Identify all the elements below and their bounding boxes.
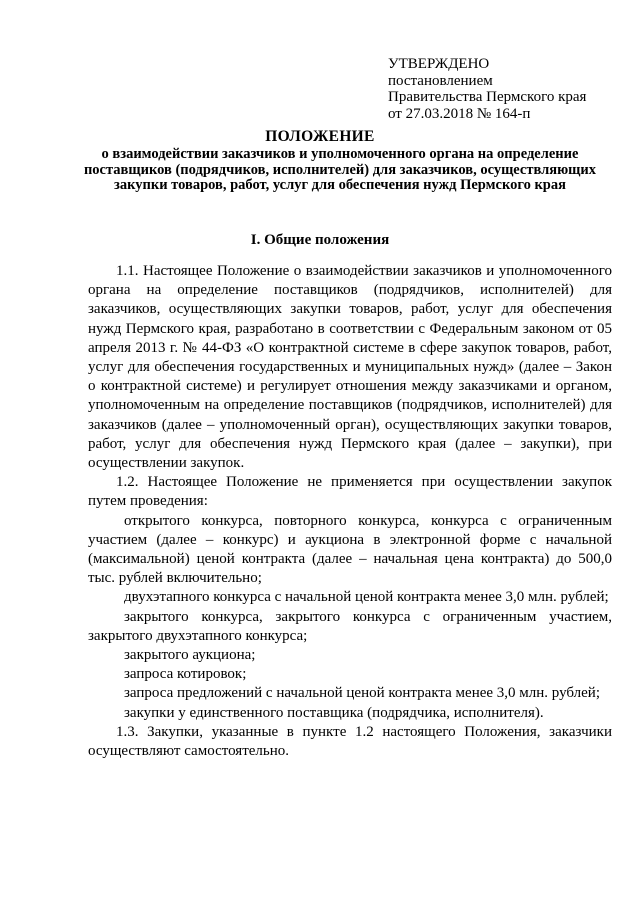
list-item: закрытого аукциона; <box>124 647 256 664</box>
document-title: ПОЛОЖЕНИЕ <box>265 128 375 145</box>
document-body <box>88 262 612 761</box>
document-subtitle: о взаимодействии заказчиков и уполномоченного органа на определение поставщиков (подрядчиков, исполнителей) для заказчиков, осуществляющих закупки товаров, работ, услуг для обеспечения нужд Пермского края <box>83 146 597 193</box>
paragraph-1-2: 1.2. Настоящее Положение не применяется при осуществлении закупок путем проведения: <box>88 474 612 510</box>
list-item: запроса котировок; <box>124 666 247 683</box>
list-item: закупки у единственного поставщика (подрядчика, исполнителя). <box>124 704 544 721</box>
approval-date-number: от 27.03.2018 № 164-п <box>388 105 531 122</box>
list-item: запроса предложений с начальной ценой контракта менее 3,0 млн. рублей; <box>124 685 601 702</box>
paragraph-1-3: 1.3. Закупки, указанные в пункте 1.2 настоящего Положения, заказчики осуществляют самостоятельно. <box>88 723 612 760</box>
list-item: открытого конкурса, повторного конкурса, конкурса с ограниченным участием (далее – конкурс) и аукциона в электронной форме с начальной (максимальной) ценой контракта (далее – начальная цена контракта) до 500,0 тыс. рублей включительно; <box>88 512 612 587</box>
approval-heading: УТВЕРЖДЕНО <box>388 56 490 72</box>
section-heading: I. Общие положения <box>250 232 390 248</box>
approval-stamp <box>388 56 586 122</box>
list-item: закрытого конкурса, закрытого конкурса с ограниченным участием, закрытого двухэтапного конкурса; <box>88 608 612 644</box>
list-item: двухэтапного конкурса с начальной ценой контракта менее 3,0 млн. рублей; <box>124 589 609 606</box>
approval-authority: Правительства Пермского края <box>388 89 587 105</box>
paragraph-1-1: 1.1. Настоящее Положение о взаимодействии заказчиков и уполномоченного органа на определение поставщиков (подрядчиков, исполнителей) для заказчиков, осуществляющих закупки товаров, работ, услуг для обеспечения нужд Пермского края, разработано в соответствии с Федеральным законом от 05 апреля 2013 г. № 44-ФЗ «О контрактной системе в сфере закупок товаров, работ, услуг для обеспечения государственных и муниципальных нужд» (далее – Закон о контрактной системе) и регулирует отношения между заказчиками и органом, уполномоченным на определение поставщиков (подрядчиков, исполнителей) для заказчиков (далее – уполномоченный орган), осуществляющих закупки товаров, работ, услуг для обеспечения нужд Пермского края (далее – закупки), при осуществлении закупок. <box>88 263 612 472</box>
approval-act-type: постановлением <box>388 72 493 89</box>
